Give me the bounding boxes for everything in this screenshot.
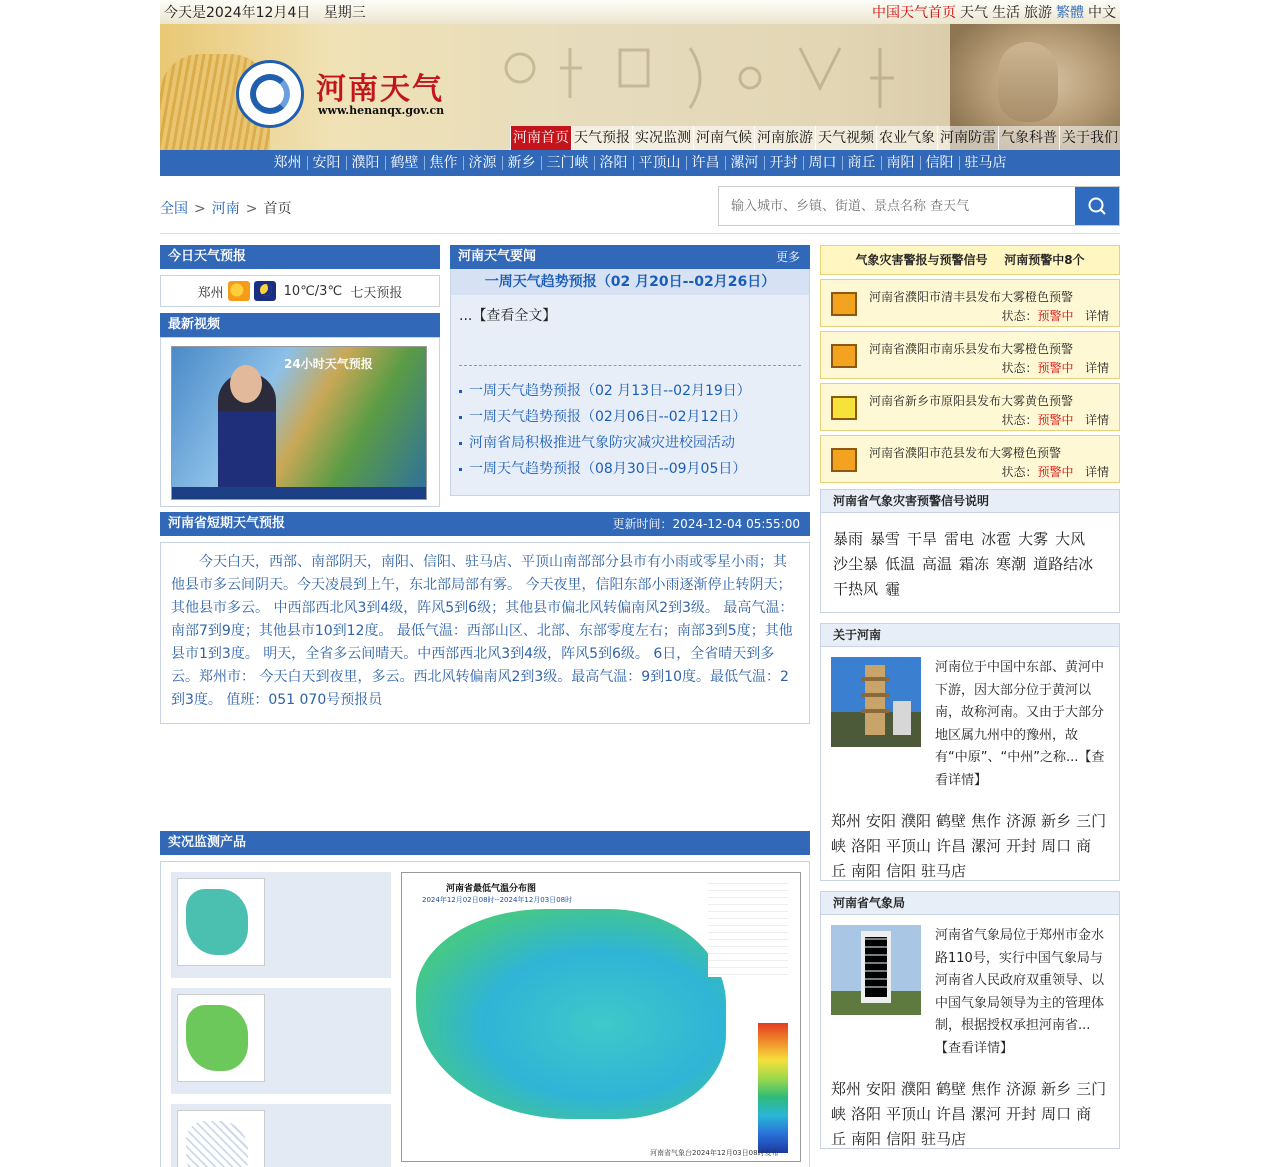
signals-header: 河南省气象灾害预警信号说明 — [820, 489, 1120, 513]
city-link[interactable]: 许昌 — [936, 1105, 967, 1123]
current-weekday: 星期三 — [323, 5, 366, 21]
map-data-table — [708, 877, 788, 977]
city-link[interactable]: 鹤壁 — [386, 156, 425, 170]
city-link[interactable]: 平顶山 — [886, 837, 932, 855]
warning-detail-link[interactable]: 详情 — [1084, 413, 1109, 427]
news-body — [450, 269, 810, 496]
forecast-header — [160, 512, 810, 536]
city-link[interactable]: 三门峡 — [831, 812, 1107, 855]
city-link[interactable]: 驻马店 — [921, 862, 967, 880]
city-link[interactable]: 商丘 — [831, 837, 1092, 880]
cloudy-sun-icon — [228, 281, 250, 301]
warning-count[interactable]: 河南预警中8个 — [1004, 253, 1085, 267]
city-link[interactable]: 漯河 — [726, 156, 765, 170]
warning-title: 气象灾害警报与预警信号 — [855, 253, 988, 267]
city-link[interactable]: 开封 — [765, 156, 804, 170]
signal-link[interactable]: 冰雹 — [981, 530, 1012, 548]
nav-item[interactable]: 天气视频 — [815, 126, 876, 150]
yellow-warning-icon — [831, 396, 857, 420]
news-item[interactable]: 一周天气趋势预报（02月06日--02月12日） — [459, 404, 801, 430]
nav-item[interactable]: 河南首页 — [510, 126, 571, 150]
forecast-updated: 更新时间：2024-12-04 05:55:00 — [612, 517, 800, 531]
city-link[interactable]: 三门峡 — [831, 1080, 1107, 1123]
news-item[interactable]: 一周天气趋势预报（08月30日--09月05日） — [459, 456, 801, 482]
city-link[interactable]: 安阳 — [866, 1080, 897, 1098]
warning-detail-link[interactable]: 详情 — [1084, 361, 1109, 375]
city-link[interactable]: 洛阳 — [595, 156, 634, 170]
signal-link[interactable]: 暴雨 — [833, 530, 864, 548]
city-link[interactable]: 濮阳 — [901, 1080, 932, 1098]
signal-link[interactable]: 雷电 — [944, 530, 975, 548]
city-link[interactable]: 焦作 — [971, 1080, 1002, 1098]
monitor-thumbnail[interactable] — [171, 1104, 391, 1167]
top-bar — [160, 0, 1120, 24]
city-link[interactable]: 信阳 — [886, 1130, 917, 1148]
breadcrumb-current: 首页 — [263, 201, 292, 217]
min-temp-map[interactable] — [401, 872, 801, 1162]
status-label: 状态： — [1001, 465, 1038, 479]
city-bar — [160, 150, 1120, 176]
city-link[interactable]: 济源 — [464, 156, 503, 170]
news-item[interactable]: 一周天气趋势预报（02 月13日--02月19日） — [459, 378, 801, 404]
today-weather — [160, 275, 440, 307]
bureau-info — [820, 915, 1120, 1149]
city-link[interactable]: 新乡 — [503, 156, 542, 170]
city-link[interactable]: 焦作 — [971, 812, 1002, 830]
city-link[interactable]: 开封 — [1006, 837, 1037, 855]
news-headline[interactable]: 一周天气趋势预报（02 月20日--02月26日） — [451, 269, 809, 295]
city-link[interactable]: 平顶山 — [634, 156, 687, 170]
status-value: 预警中 — [1037, 465, 1074, 479]
main-nav — [510, 126, 1120, 150]
city-link[interactable]: 南阳 — [882, 156, 921, 170]
city-link[interactable]: 商丘 — [831, 1105, 1092, 1148]
forecast-title: 河南省短期天气预报 — [168, 516, 286, 531]
monitor-header: 实况监测产品 — [160, 831, 810, 855]
warning-item[interactable] — [820, 331, 1120, 379]
city-link[interactable]: 鹤壁 — [936, 1080, 967, 1098]
city-link[interactable]: 周口 — [804, 156, 843, 170]
seven-day-link[interactable]: 七天预报 — [350, 285, 403, 301]
ancient-glyphs-decoration — [480, 28, 950, 128]
thumb-map-2 — [186, 1005, 248, 1071]
search-icon — [1087, 196, 1107, 216]
video-thumbnail[interactable] — [171, 346, 427, 500]
city-link[interactable]: 濮阳 — [901, 812, 932, 830]
today-weather-header: 今日天气预报 — [160, 245, 440, 269]
henan-map-shape — [416, 909, 726, 1119]
signals-list — [820, 513, 1120, 613]
breadcrumb: 全国 > 河南 > 首页 — [160, 201, 292, 217]
monitor-thumbnail[interactable] — [171, 988, 391, 1094]
right-column — [820, 245, 1120, 1149]
city-link[interactable]: 周口 — [1041, 837, 1072, 855]
tower-photo[interactable] — [831, 657, 921, 747]
status-value: 预警中 — [1037, 309, 1074, 323]
warning-list — [820, 279, 1120, 483]
about-henan-cities — [831, 809, 1109, 884]
top-link[interactable]: 中国天气首页 — [872, 5, 956, 21]
map-footer: 河南省气象台2024年12月03日08时发布 — [650, 1149, 779, 1157]
city-link[interactable]: 平顶山 — [886, 1105, 932, 1123]
warning-status — [1002, 411, 1110, 428]
current-date: 今天是2024年12月4日 — [164, 5, 311, 21]
news-more-link[interactable]: 更多 — [775, 250, 800, 264]
news-fulltext-link[interactable]: ...【查看全文】 — [459, 308, 557, 324]
top-links — [868, 2, 1116, 22]
top-link[interactable]: 生活 — [992, 5, 1020, 21]
signal-link[interactable]: 沙尘暴 — [833, 555, 879, 573]
signal-link[interactable]: 低温 — [885, 555, 916, 573]
city-link[interactable]: 郑州 — [831, 1080, 862, 1098]
city-link[interactable]: 洛阳 — [851, 1105, 882, 1123]
today-temp: 10℃/3℃ — [283, 283, 343, 299]
signal-link[interactable]: 大雾 — [1018, 530, 1049, 548]
signal-link[interactable]: 霾 — [885, 580, 901, 598]
bureau-cities — [831, 1077, 1109, 1152]
nav-item[interactable]: 气象科普 — [998, 126, 1059, 150]
city-link[interactable]: 驻马店 — [964, 155, 1007, 171]
video-header: 最新视频 — [160, 313, 440, 337]
site-title[interactable]: 河南天气 — [316, 72, 444, 107]
warning-header — [820, 245, 1120, 275]
city-link[interactable]: 商丘 — [843, 156, 882, 170]
status-label: 状态： — [1001, 309, 1038, 323]
warning-item[interactable] — [820, 435, 1120, 483]
monitor-body — [160, 861, 810, 1167]
top-link[interactable]: 旅游 — [1024, 5, 1052, 21]
top-link[interactable]: 繁體 — [1056, 5, 1084, 21]
warning-detail-link[interactable]: 详情 — [1084, 309, 1109, 323]
orange-warning-icon — [831, 448, 857, 472]
map-range: 2024年12月02日08时--2024年12月03日08时 — [422, 896, 573, 904]
site-banner — [160, 24, 1120, 150]
about-henan-text: 河南位于中国中东部、黄河中下游，因大部分位于黄河以南，故称河南。又由于大部分地区属九州中的豫州，故有“中原”、“中州”之称...【查看详情】 — [935, 660, 1105, 788]
nav-item[interactable]: 实况监测 — [632, 126, 693, 150]
bureau-header: 河南省气象局 — [820, 891, 1120, 915]
city-link[interactable]: 许昌 — [687, 156, 726, 170]
breadcrumb-province[interactable]: 河南 — [211, 201, 240, 217]
nav-item[interactable]: 关于我们 — [1059, 126, 1120, 150]
nav-item[interactable]: 河南防雷 — [937, 126, 998, 150]
forecast-section — [160, 512, 810, 724]
signal-link[interactable]: 寒潮 — [996, 555, 1027, 573]
status-value: 预警中 — [1037, 361, 1074, 375]
city-link[interactable]: 济源 — [1006, 1080, 1037, 1098]
warning-status — [1002, 307, 1110, 324]
signal-link[interactable]: 道路结冰 — [1033, 555, 1094, 573]
city-link[interactable]: 信阳 — [886, 862, 917, 880]
nav-item[interactable]: 河南旅游 — [754, 126, 815, 150]
signal-link[interactable]: 干热风 — [833, 580, 879, 598]
site-url: www.henanqx.gov.cn — [318, 104, 445, 117]
warning-title[interactable]: 河南省濮阳市范县发布大雾橙色预警 — [869, 446, 1062, 460]
search-input[interactable] — [719, 187, 1075, 225]
video-caption: 24小时天气预报 — [284, 357, 373, 371]
date-display — [164, 2, 366, 22]
thumb-map-1 — [186, 889, 248, 955]
city-link[interactable]: 漯河 — [971, 1105, 1002, 1123]
monitor-section — [160, 831, 810, 1167]
search-box — [718, 186, 1120, 226]
meteorology-logo[interactable] — [236, 60, 304, 128]
breadcrumb-row — [160, 176, 1120, 234]
nav-item[interactable]: 河南气候 — [693, 126, 754, 150]
about-henan-header: 关于河南 — [820, 623, 1120, 647]
warning-detail-link[interactable]: 详情 — [1084, 465, 1109, 479]
status-label: 状态： — [1001, 413, 1038, 427]
city-link[interactable]: 济源 — [1006, 812, 1037, 830]
about-henan — [820, 647, 1120, 881]
orange-warning-icon — [831, 292, 857, 316]
forecast-text: 今天白天，西部、南部阴天，南阳、信阳、驻马店、平顶山南部部分县市有小雨或零星小雨；其他县市多云间阴天。今天凌晨到上午，东北部局部有雾。 今天夜里，信阳东部小雨逐渐停止转阴天；其他县市多云。 中西部西北风3到4级，阵风5到6级；其他县市偏北风转偏南风2到3级。 最高气温：南部7到9度；其他县市10到12度。 最低气温：西部山区、北部、东部零度左右；南部3到5度；其他县市1到3度。 明天，全省多云间晴天。中西部西北风3到4级，阵风5到6级。 6日，全省晴天到多云。郑州市： 今天白天到夜里，多云。西北风转偏南风2到3级。最高气温：9到10度。最低气温：2到3度。 值班：051 070号预报员 — [160, 542, 810, 724]
nav-item[interactable]: 天气预报 — [571, 126, 632, 150]
city-link[interactable]: 洛阳 — [851, 837, 882, 855]
city-link[interactable]: 开封 — [1006, 1105, 1037, 1123]
news-column — [450, 245, 810, 496]
news-header — [450, 245, 810, 269]
city-link[interactable]: 濮阳 — [347, 156, 386, 170]
map-title: 河南省最低气温分布图 — [446, 884, 537, 894]
city-link[interactable]: 三门峡 — [542, 156, 595, 170]
city-link[interactable]: 南阳 — [851, 862, 882, 880]
left-column — [160, 245, 440, 507]
city-link[interactable]: 郑州 — [269, 156, 308, 170]
latest-video — [160, 337, 440, 507]
nav-item[interactable]: 农业气象 — [876, 126, 937, 150]
warning-item[interactable] — [820, 383, 1120, 431]
moon-icon — [254, 281, 276, 301]
city-link[interactable]: 新乡 — [1041, 812, 1072, 830]
thumb-map-3 — [186, 1121, 248, 1167]
signal-link[interactable]: 干旱 — [907, 530, 938, 548]
warning-item[interactable] — [820, 279, 1120, 327]
breadcrumb-all[interactable]: 全国 — [160, 201, 188, 217]
signal-link[interactable]: 高温 — [922, 555, 953, 573]
orange-warning-icon — [831, 344, 857, 368]
map-legend — [758, 1023, 788, 1153]
city-link[interactable]: 郑州 — [831, 812, 862, 830]
signal-link[interactable]: 暴雪 — [870, 530, 901, 548]
news-list — [459, 378, 801, 482]
warning-title[interactable]: 河南省濮阳市清丰县发布大雾橙色预警 — [869, 290, 1074, 304]
top-link[interactable]: 中文 — [1088, 5, 1116, 21]
status-value: 预警中 — [1037, 413, 1074, 427]
monitor-thumbnail[interactable] — [171, 872, 391, 978]
bureau-building-photo[interactable] — [831, 925, 921, 1015]
city-link[interactable]: 漯河 — [971, 837, 1002, 855]
top-link[interactable]: 天气 — [960, 5, 988, 21]
news-title: 河南天气要闻 — [458, 249, 537, 264]
status-label: 状态： — [1001, 361, 1038, 375]
city-link[interactable]: 鹤壁 — [936, 812, 967, 830]
warning-title[interactable]: 河南省新乡市原阳县发布大雾黄色预警 — [869, 394, 1074, 408]
city-link[interactable]: 南阳 — [851, 1130, 882, 1148]
city-link[interactable]: 驻马店 — [921, 1130, 967, 1148]
city-link[interactable]: 安阳 — [866, 812, 897, 830]
search-button[interactable] — [1075, 187, 1119, 225]
city-link[interactable]: 周口 — [1041, 1105, 1072, 1123]
warning-status — [1002, 463, 1110, 480]
signal-link[interactable]: 霜冻 — [959, 555, 990, 573]
city-link[interactable]: 焦作 — [425, 156, 464, 170]
today-city[interactable]: 郑州 — [197, 285, 224, 301]
signal-link[interactable]: 大风 — [1055, 530, 1086, 548]
city-link[interactable]: 信阳 — [921, 156, 960, 170]
warning-title[interactable]: 河南省濮阳市南乐县发布大雾橙色预警 — [869, 342, 1074, 356]
bureau-text: 河南省气象局位于郑州市金水路110号，实行中国气象局与河南省人民政府双重领导、以中国气象局领导为主的管理体制，根据授权承担河南省...【查看详情】 — [935, 928, 1105, 1056]
news-item[interactable]: 河南省局积极推进气象防灾减灾进校园活动 — [459, 430, 801, 456]
city-link[interactable]: 安阳 — [308, 156, 347, 170]
city-link[interactable]: 新乡 — [1041, 1080, 1072, 1098]
warning-status — [1002, 359, 1110, 376]
city-link[interactable]: 许昌 — [936, 837, 967, 855]
